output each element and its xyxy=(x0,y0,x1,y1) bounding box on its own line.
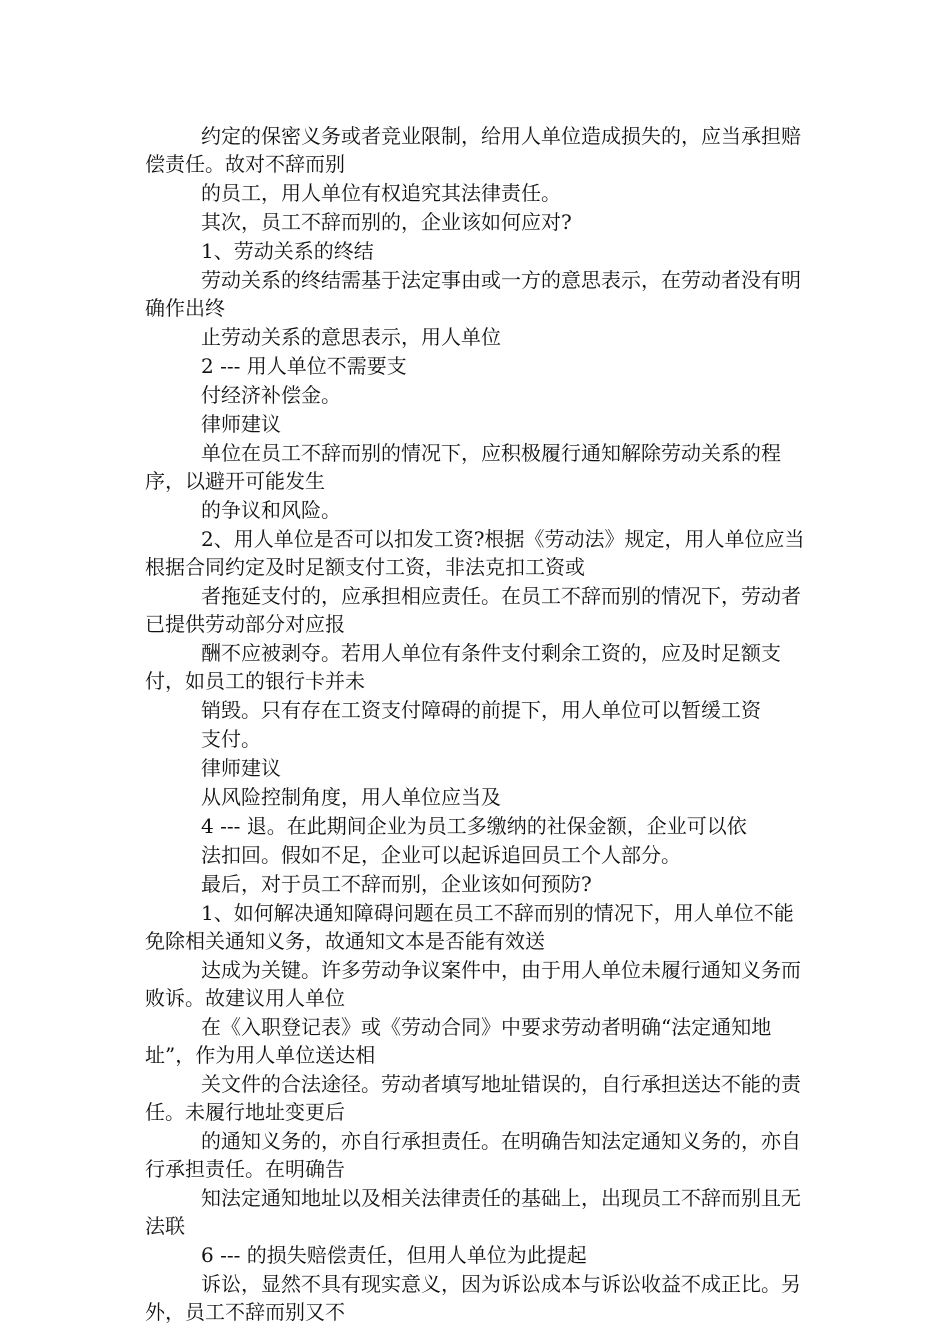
paragraph: 1、如何解决通知障碍问题在员工不辞而别的情况下，用人单位不能免除相关通知义务，故通知文本是否能有效送 xyxy=(145,901,794,953)
page-break-marker: 6 --- 的损失赔偿责任，但用人单位为此提起 xyxy=(201,1243,587,1267)
paragraph: 劳动关系的终结需基于法定事由或一方的意思表示，在劳动者没有明确作出终 xyxy=(145,268,801,320)
page-break-marker: 2 --- 用人单位不需要支 xyxy=(201,354,407,378)
paragraph: 达成为关键。许多劳动争议案件中，由于用人单位未履行通知义务而败诉。故建议用人单位 xyxy=(145,958,801,1010)
document-body xyxy=(145,122,810,1326)
paragraph: 的员工，用人单位有权追究其法律责任。 xyxy=(201,181,561,205)
page-break-marker: 4 --- 退。在此期间企业为员工多缴纳的社保金额，企业可以依 xyxy=(201,814,747,838)
paragraph: 知法定通知地址以及相关法律责任的基础上，出现员工不辞而别且无法联 xyxy=(145,1186,801,1238)
paragraph: 付经济补偿金。 xyxy=(201,383,341,407)
paragraph: 在《入职登记表》或《劳动合同》中要求劳动者明确“法定通知地址”，作为用人单位送达相 xyxy=(145,1015,772,1067)
paragraph: 单位在员工不辞而别的情况下，应积极履行通知解除劳动关系的程序，以避开可能发生 xyxy=(145,441,781,493)
section-heading: 1、劳动关系的终结 xyxy=(201,239,374,263)
paragraph: 最后，对于员工不辞而别，企业该如何预防? xyxy=(201,872,592,896)
paragraph: 者拖延支付的，应承担相应责任。在员工不辞而别的情况下，劳动者已提供劳动部分对应报 xyxy=(145,584,801,636)
paragraph: 支付。 xyxy=(201,727,261,751)
paragraph: 止劳动关系的意思表示，用人单位 xyxy=(201,325,501,349)
paragraph: 诉讼，显然不具有现实意义，因为诉讼成本与诉讼收益不成正比。另外，员工不辞而别又不 xyxy=(145,1272,801,1324)
paragraph: 关文件的合法途径。劳动者填写地址错误的，自行承担送达不能的责任。未履行地址变更后 xyxy=(145,1072,801,1124)
paragraph: 约定的保密义务或者竞业限制，给用人单位造成损失的，应当承担赔偿责任。故对不辞而别 xyxy=(145,124,801,176)
paragraph: 销毁。只有存在工资支付障碍的前提下，用人单位可以暂缓工资 xyxy=(201,698,761,722)
section-heading: 律师建议 xyxy=(201,412,281,436)
paragraph: 的通知义务的，亦自行承担责任。在明确告知法定通知义务的，亦自行承担责任。在明确告 xyxy=(145,1129,801,1181)
paragraph: 2、用人单位是否可以扣发工资?根据《劳动法》规定，用人单位应当根据合同约定及时足额支付工资，非法克扣工资或 xyxy=(145,527,805,579)
paragraph: 的争议和风险。 xyxy=(201,498,341,522)
paragraph: 酬不应被剥夺。若用人单位有条件支付剩余工资的，应及时足额支付，如员工的银行卡并未 xyxy=(145,641,781,693)
paragraph: 从风险控制角度，用人单位应当及 xyxy=(201,785,501,809)
section-heading: 律师建议 xyxy=(201,756,281,780)
paragraph: 其次，员工不辞而别的，企业该如何应对? xyxy=(201,210,572,234)
paragraph: 法扣回。假如不足，企业可以起诉追回员工个人部分。 xyxy=(201,843,681,867)
